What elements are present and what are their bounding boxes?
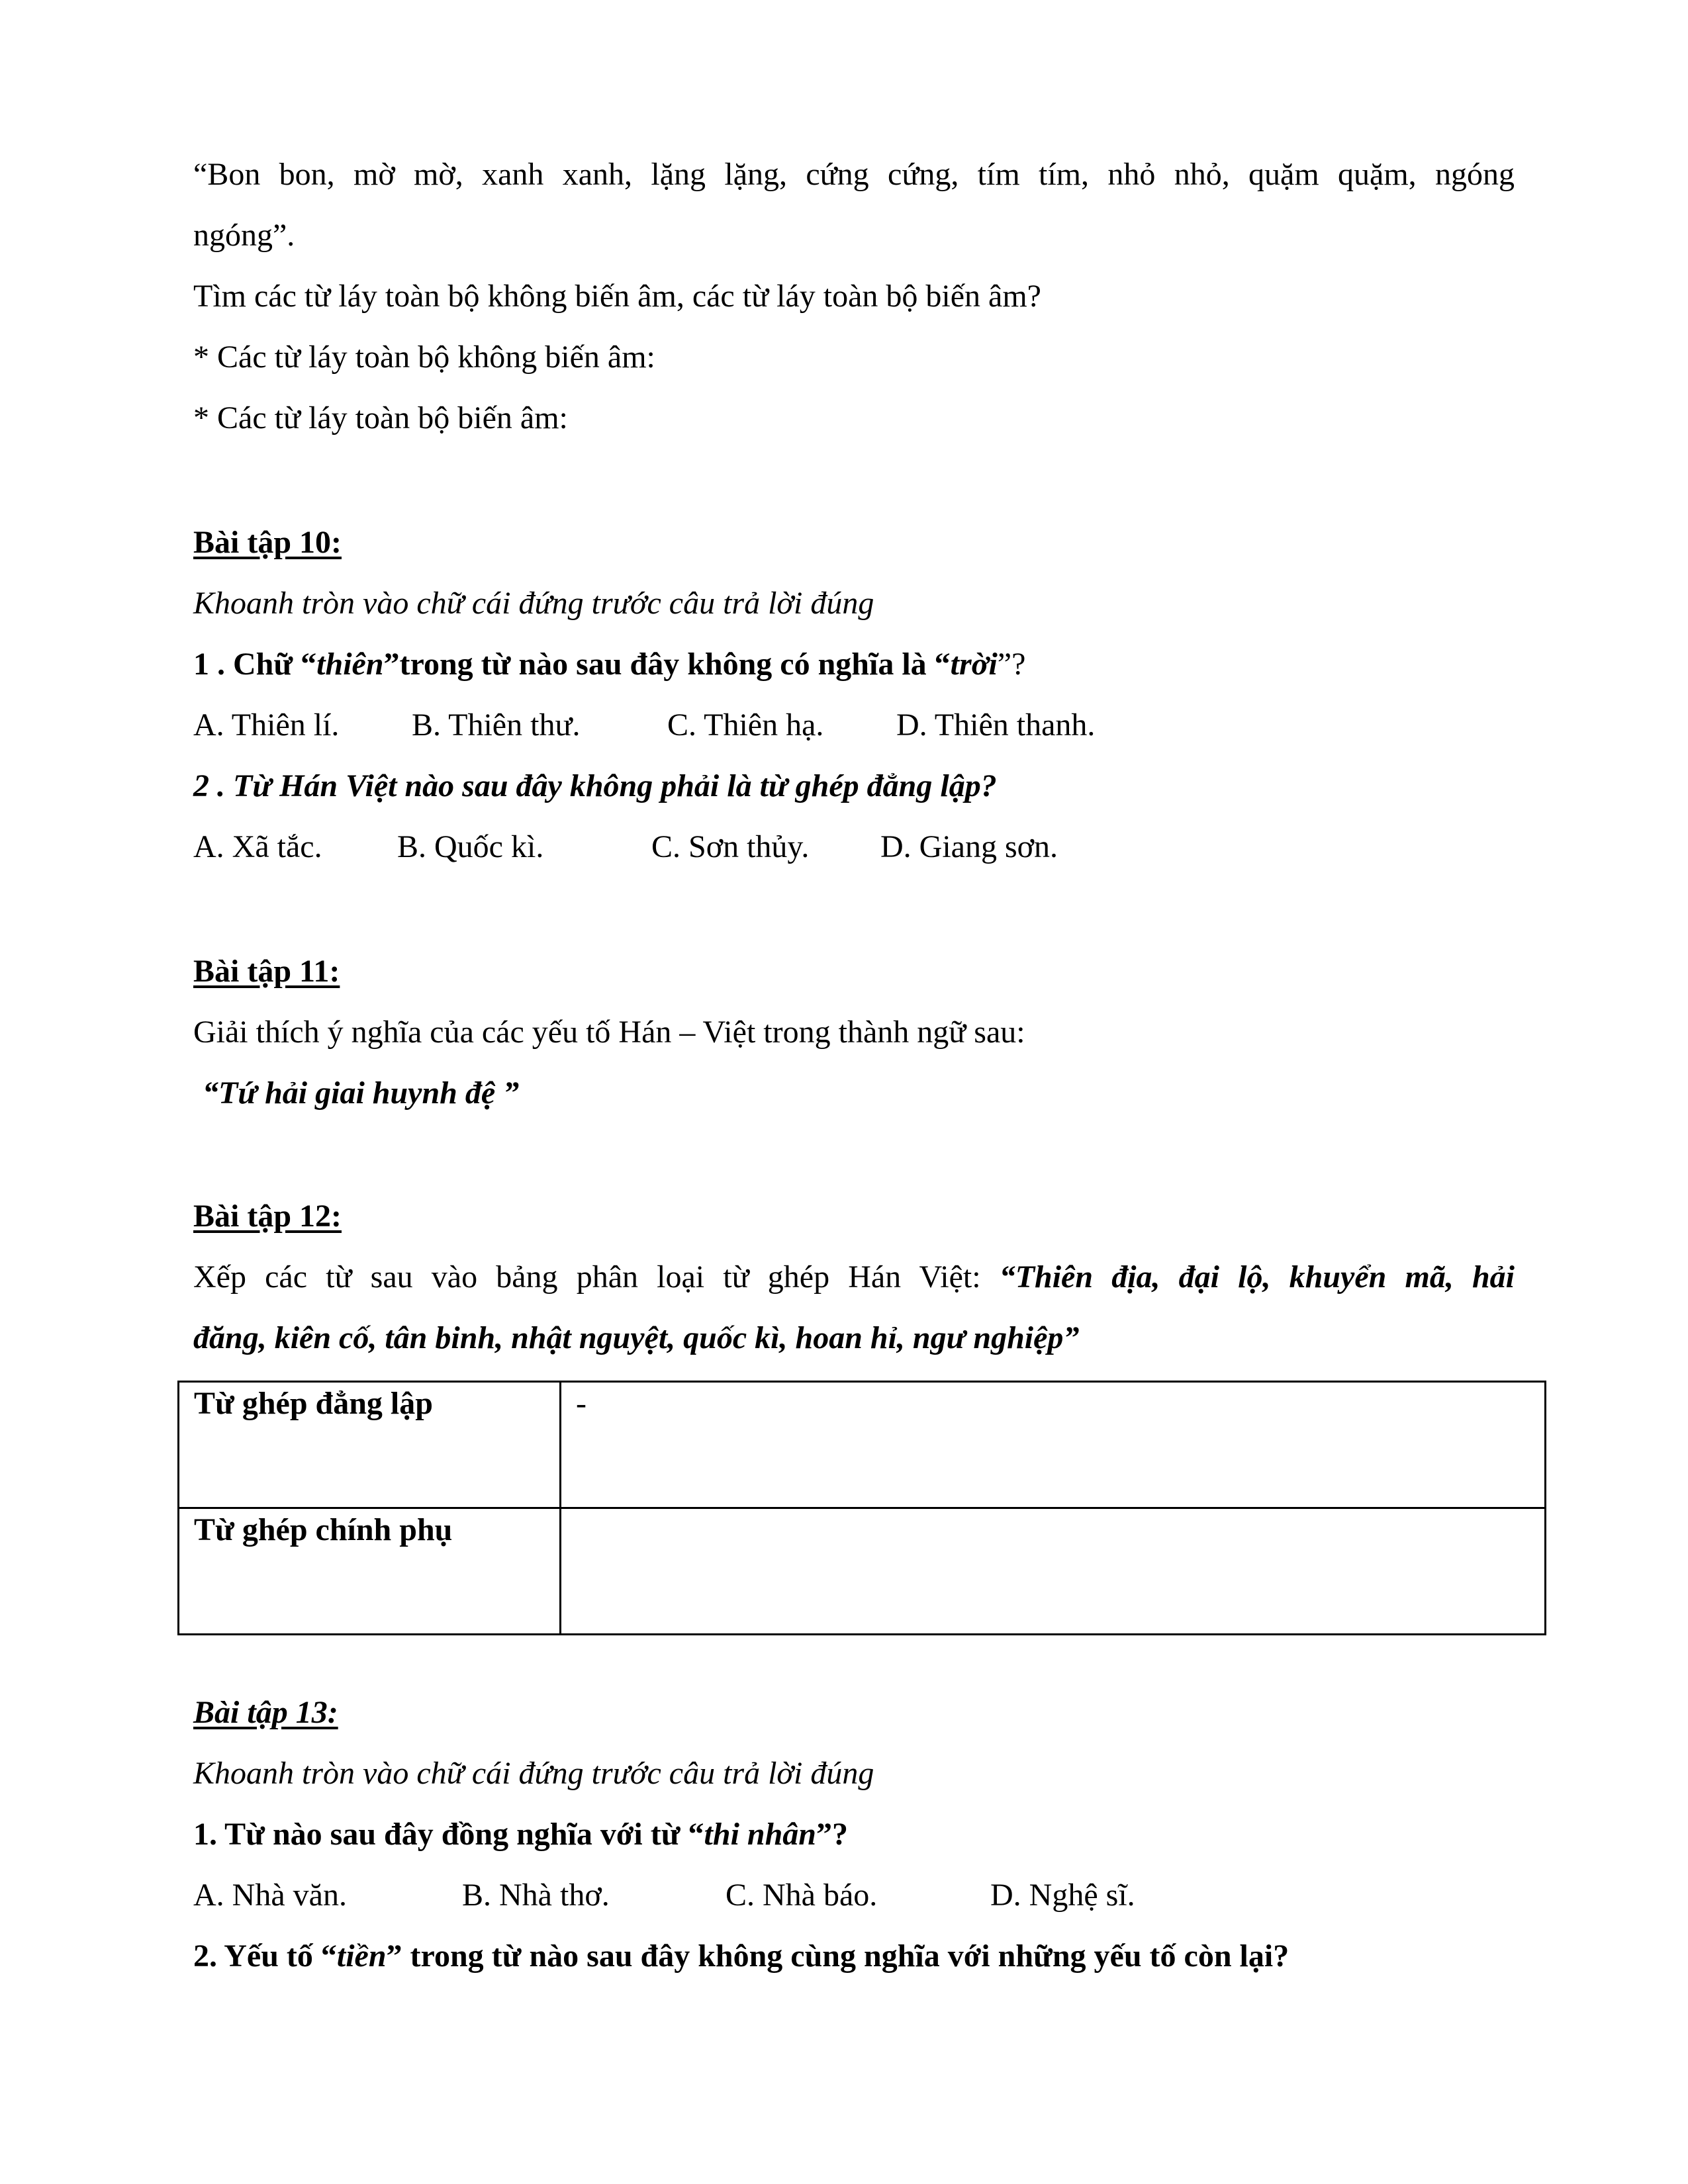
ex13-question-1 bbox=[193, 1815, 848, 1854]
ex10-question-1 bbox=[193, 645, 1025, 684]
ex12-instruction-plain: Xếp các từ sau vào bảng phân loại từ ghép Hán Việt: bbox=[193, 1259, 1000, 1295]
ex10-q1-option-b: B. Thiên thư. bbox=[412, 707, 581, 743]
table-row bbox=[179, 1508, 1546, 1635]
ex11-title: Bài tập 11: bbox=[193, 954, 340, 989]
ex13-q2-suffix: ” trong từ nào sau đây không cùng nghĩa với những yếu tố còn lại? bbox=[386, 1938, 1289, 1974]
ex13-q2-prefix: 2. Yếu tố “ bbox=[193, 1938, 337, 1974]
ex10-q2-option-b: B. Quốc kì. bbox=[397, 829, 544, 864]
intro-line-1: “Bon bon, mờ mờ, xanh xanh, lặng lặng, cứng cứng, tím tím, nhỏ nhỏ, quặm quặm, ngóng bbox=[193, 157, 1515, 192]
intro-bullet-1: * Các từ láy toàn bộ không biến âm: bbox=[193, 340, 655, 375]
ex10-q2-option-c: C. Sơn thủy. bbox=[651, 829, 810, 864]
ex10-q1-option-a: A. Thiên lí. bbox=[193, 707, 340, 743]
ex10-q1-term: thiên bbox=[316, 647, 384, 682]
ex13-q1-option-b: B. Nhà thơ. bbox=[462, 1878, 610, 1913]
ex10-q2-options bbox=[193, 827, 1517, 867]
table-cell-answer: - bbox=[561, 1382, 1546, 1508]
classification-table bbox=[177, 1381, 1546, 1635]
ex10-q1-term2: trời bbox=[950, 647, 998, 682]
ex10-q1-option-c: C. Thiên hạ. bbox=[667, 707, 824, 743]
intro-line-2: ngóng”. bbox=[193, 218, 295, 253]
ex10-q2-option-a: A. Xã tắc. bbox=[193, 829, 322, 864]
table-cell-answer bbox=[561, 1508, 1546, 1635]
ex13-q1-option-d: D. Nghệ sĩ. bbox=[990, 1878, 1135, 1913]
table-cell-label: Từ ghép chính phụ bbox=[179, 1508, 561, 1635]
intro-bullet-2: * Các từ láy toàn bộ biến âm: bbox=[193, 400, 568, 435]
ex12-word-list-2: đăng, kiên cố, tân binh, nhật nguyệt, quốc kì, hoan hỉ, ngư nghiệp” bbox=[193, 1320, 1080, 1355]
table-row bbox=[179, 1382, 1546, 1508]
ex13-q1-term: thi nhân bbox=[704, 1817, 816, 1852]
ex10-title: Bài tập 10: bbox=[193, 525, 342, 560]
ex12-word-list-1: “Thiên địa, đại lộ, khuyển mã, hải bbox=[999, 1259, 1515, 1295]
ex10-q1-options bbox=[193, 705, 1517, 745]
ex13-q1-option-c: C. Nhà báo. bbox=[726, 1878, 878, 1913]
ex13-question-2 bbox=[193, 1936, 1289, 1976]
ex13-q1-prefix: 1. Từ nào sau đây đồng nghĩa với từ “ bbox=[193, 1817, 704, 1852]
ex10-q1-suffix: ”? bbox=[997, 647, 1026, 682]
ex13-title: Bài tập 13: bbox=[193, 1695, 338, 1730]
ex11-idiom: “Tứ hải giai huynh đệ ” bbox=[203, 1075, 520, 1111]
ex10-q1-middle: ”trong từ nào sau đây không có nghĩa là “ bbox=[383, 647, 951, 682]
ex10-q2-option-d: D. Giang sơn. bbox=[880, 829, 1058, 864]
ex12-title: Bài tập 12: bbox=[193, 1199, 342, 1234]
ex10-q1-option-d: D. Thiên thanh. bbox=[896, 707, 1096, 743]
ex10-question-2: 2 . Từ Hán Việt nào sau đây không phải là từ ghép đẳng lập? bbox=[193, 768, 997, 803]
ex13-q1-option-a: A. Nhà văn. bbox=[193, 1878, 347, 1913]
ex11-instruction: Giải thích ý nghĩa của các yếu tố Hán – Việt trong thành ngữ sau: bbox=[193, 1015, 1025, 1050]
ex12-instruction-line-1 bbox=[193, 1257, 1515, 1297]
intro-question: Tìm các từ láy toàn bộ không biến âm, các từ láy toàn bộ biến âm? bbox=[193, 279, 1041, 314]
ex13-q1-suffix: ”? bbox=[816, 1817, 848, 1852]
ex10-instruction: Khoanh tròn vào chữ cái đứng trước câu trả lời đúng bbox=[193, 586, 874, 621]
ex13-q1-options bbox=[193, 1876, 1517, 1915]
ex10-q1-prefix: 1 . Chữ “ bbox=[193, 647, 317, 682]
ex13-q2-term: tiền bbox=[336, 1938, 387, 1974]
ex13-instruction: Khoanh tròn vào chữ cái đứng trước câu trả lời đúng bbox=[193, 1756, 874, 1791]
table-cell-label: Từ ghép đẳng lập bbox=[179, 1382, 561, 1508]
